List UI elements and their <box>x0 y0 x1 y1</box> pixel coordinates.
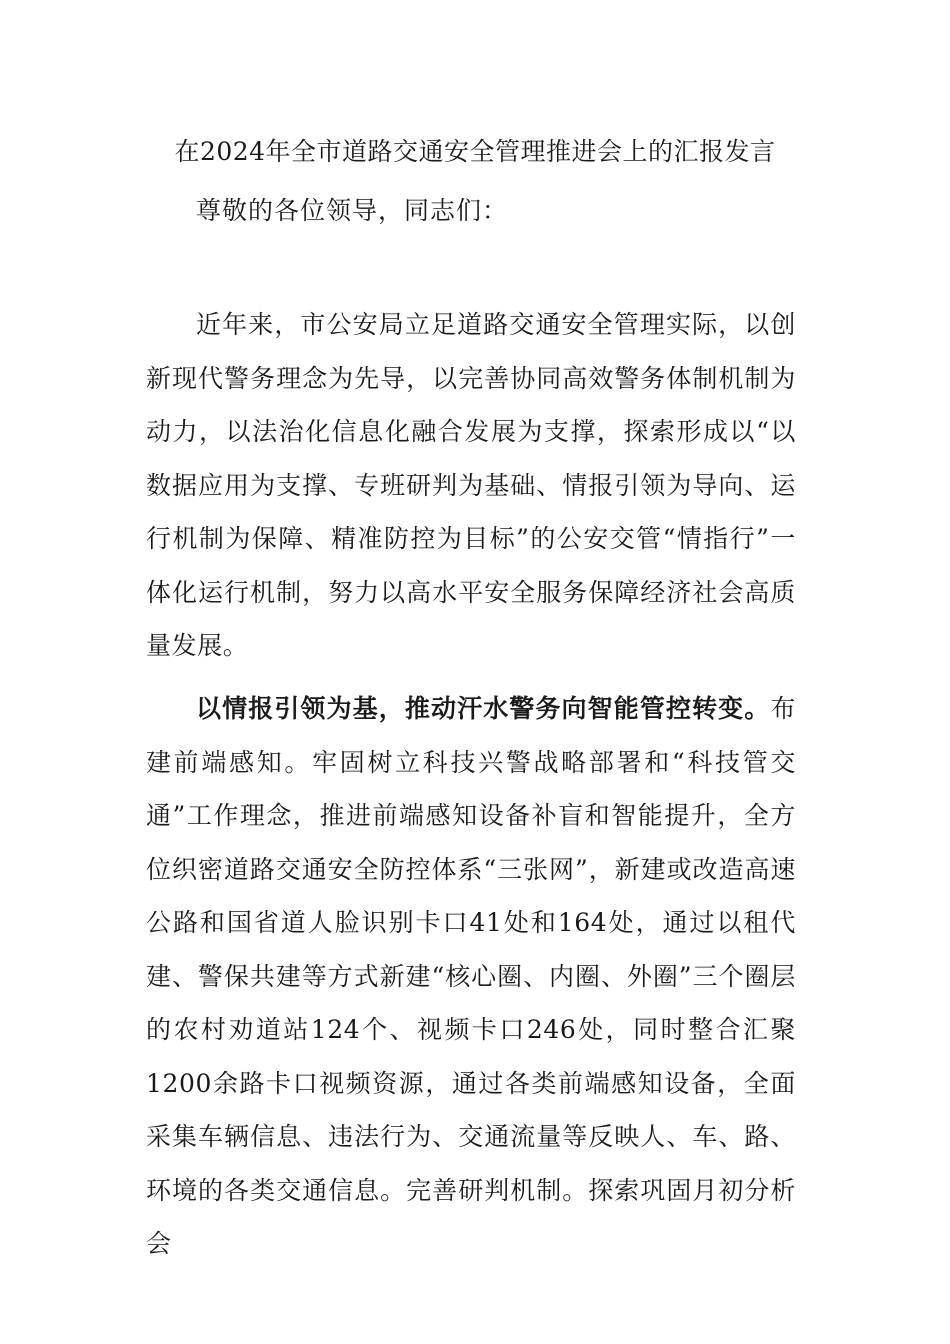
paragraph-intro <box>146 298 796 673</box>
paragraph-lead-heading: 以情报引领为基，推动汗水警务向智能管控转变。 <box>196 694 771 723</box>
salutation: 尊敬的各位领导，同志们： <box>196 196 509 225</box>
paragraph-intelligence <box>146 682 796 1271</box>
document-title: 在2024年全市道路交通安全管理推进会上的汇报发言 <box>174 137 776 166</box>
paragraph-intelligence-text: 布建前端感知。牢固树立科技兴警战略部署和“科技管交通”工作理念，推进前端感知设备补盲和智能提升，全方位织密道路交通安全防控体系“三张网”，新建或改造高速公路和国省道人脸识别卡口41处和164处，通过以租代建、警保共建等方式新建“核心圈、内圈、外圈”三个圈层的农村劝道站124个、视频卡口246处，同时整合汇聚1200余路卡口视频资源，通过各类前端感知设备，全面采集车辆信息、违法行为、交通流量等反映人、车、路、环境的各类交通信息。完善研判机制。探索巩固月初分析会 <box>146 694 796 1258</box>
paragraph-intro-text: 近年来，市公安局立足道路交通安全管理实际，以创新现代警务理念为先导，以完善协同高效警务体制机制为动力，以法治化信息化融合发展为支撑，探索形成以“以数据应用为支撑、专班研判为基础、情报引领为导向、运行机制为保障、精准防控为目标”的公安交管“情指行”一体化运行机制，努力以高水平安全服务保障经济社会高质量发展。 <box>146 310 796 660</box>
